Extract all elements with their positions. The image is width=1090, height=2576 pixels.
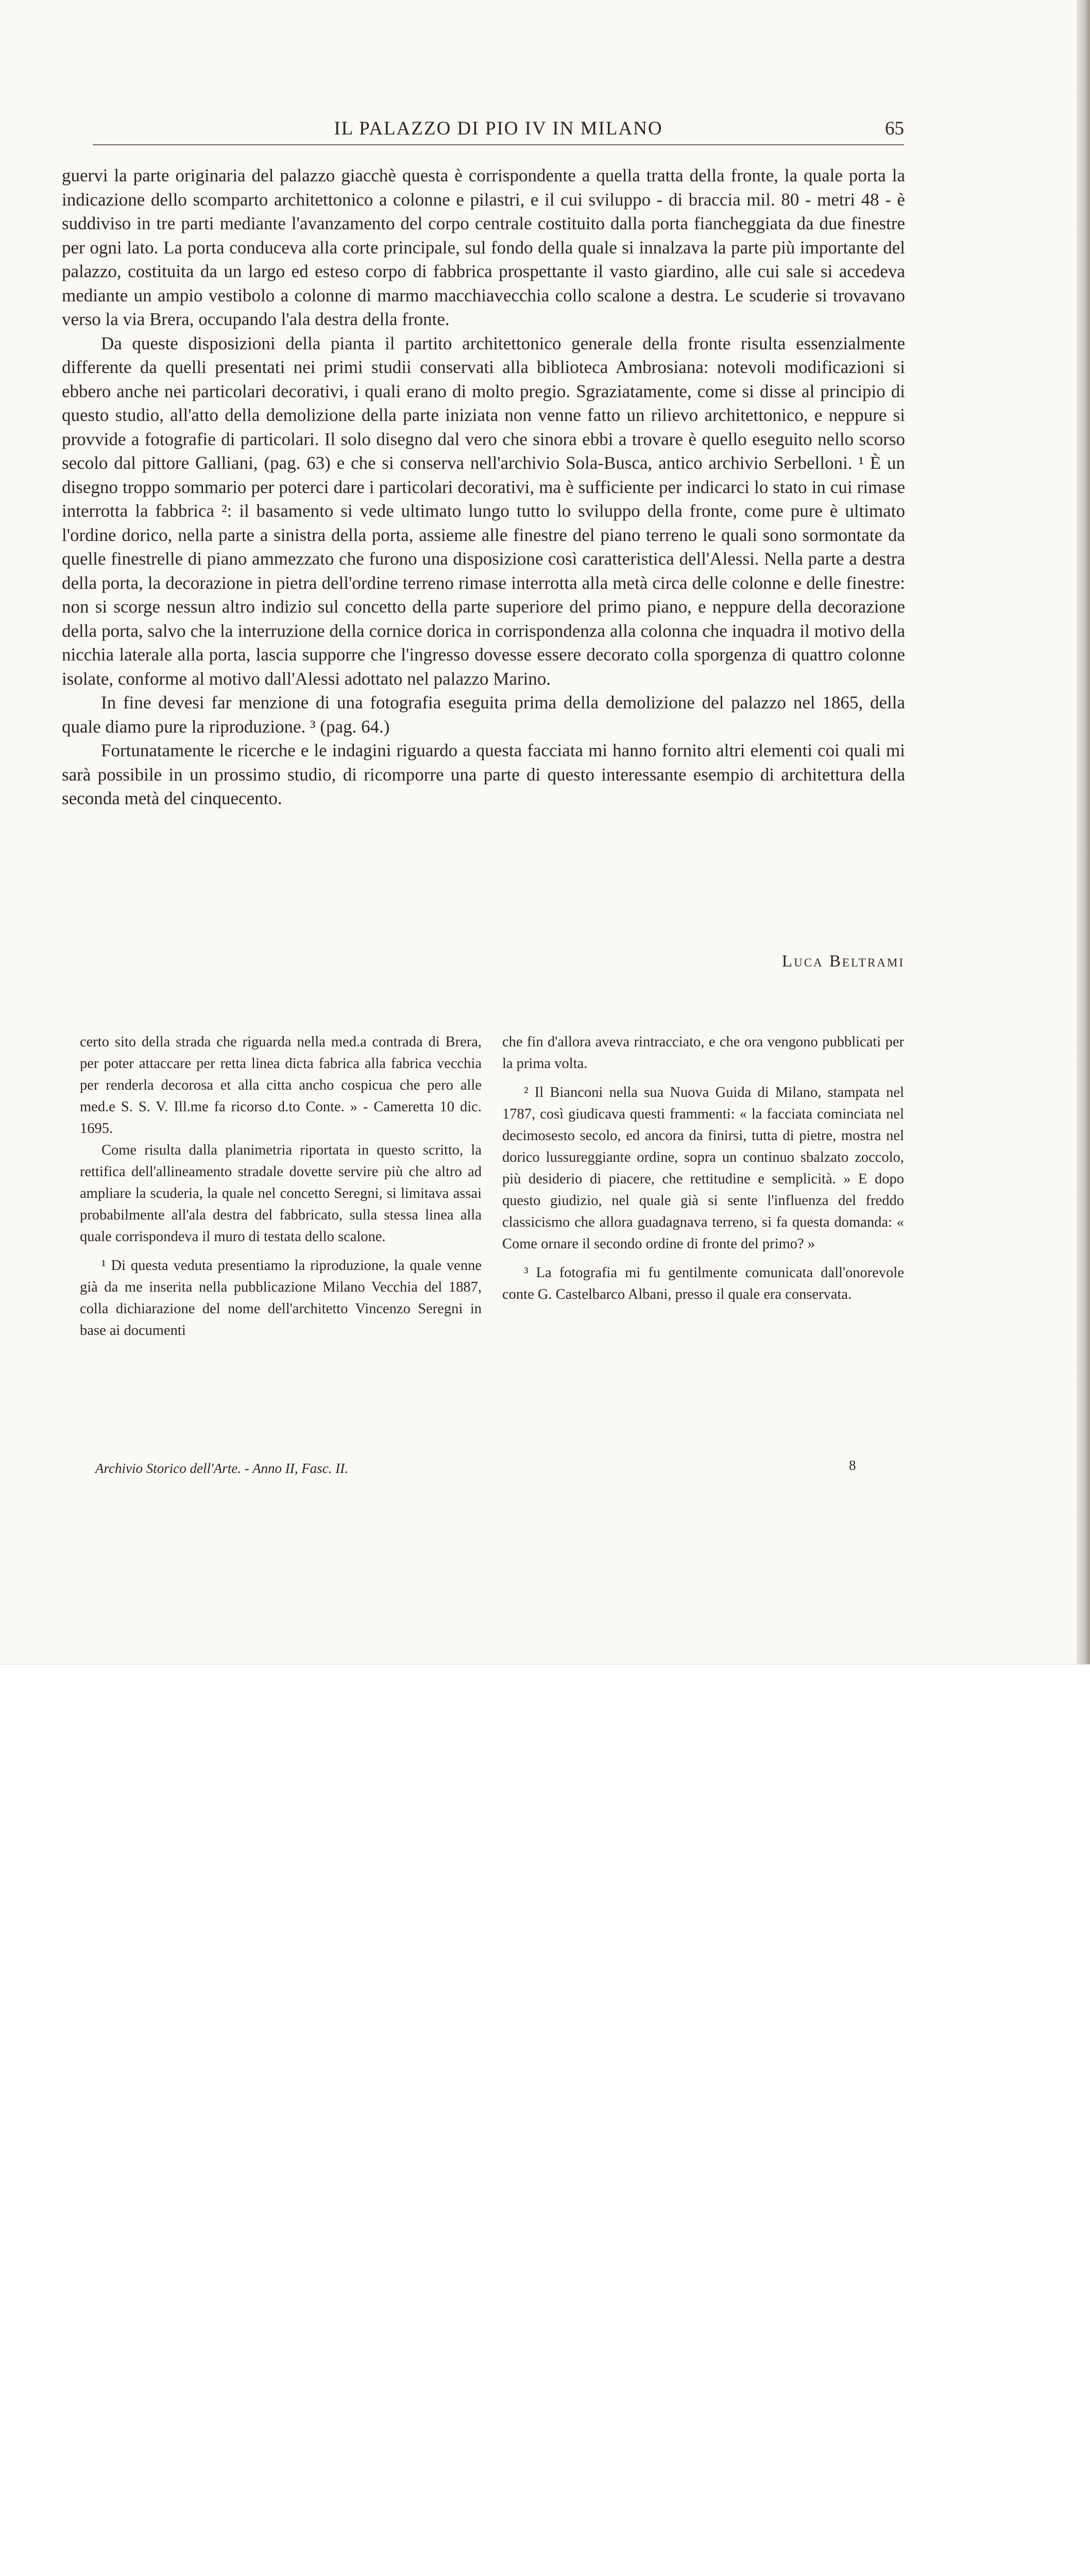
author-signature: Luca Beltrami — [781, 952, 905, 971]
footnotes-left-column — [80, 1031, 482, 1342]
running-title: IL PALAZZO DI PIO IV IN MILANO — [334, 118, 663, 139]
footnotes-right-column — [502, 1031, 904, 1306]
page-edge — [1077, 0, 1090, 1664]
footnote: certo sito della strada che riguarda nella med.a contrada di Brera, per poter attaccare per retta linea dicta fabrica alla fabrica vecchia per renderla decorosa et alla citta ancho cospicua che pero alle med.e S. S. V. Ill.me fa ricorso d.to Conte. » - Cameretta 10 dic. 1695. — [80, 1034, 482, 1137]
signature-mark: 8 — [849, 1458, 856, 1473]
footnote: ³ La fotografia mi fu gentilmente comunicata dall'onorevole conte G. Castelbarco Albani, presso il quale era conservata. — [502, 1265, 904, 1302]
footnote: Come risulta dalla planimetria riportata in questo scritto, la rettifica dell'allineamento stradale dovette servire più che altro ad ampliare la scuderia, la quale nel concetto Seregni, si limitava assai probabilmente all'ala destra del fabbricato, sulla stessa linea alla quale corrispondeva il muro di testata dello scalone. — [80, 1142, 482, 1245]
paragraph: Fortunatamente le ricerche e le indagini riguardo a questa facciata mi hanno fornito altri elementi coi quali mi sarà possibile in un prossimo studio, di ricomporre una parte di questo interessante esempio di architettura della seconda metà del cinquecento. — [62, 740, 905, 808]
paragraph: guervi la parte originaria del palazzo giacchè questa è corrispondente a quella tratta della fronte, la quale porta la indicazione dello scomparto architettonico a colonne e pilastri, e il cui sviluppo - di braccia mil. 80 - metri 48 - è suddiviso in tre parti mediante l'avanzamento del corpo centrale costituito dalla porta fiancheggiata da due finestre per ogni lato. La porta conduceva alla corte principale, sul fondo della quale si innalzava la parte più importante del palazzo, costituita da un largo ed esteso corpo di fabbrica prospettante il vasto giardino, alle cui sale si accedeva mediante un ampio vestibolo a colonne di marmo macchiavecchia collo scalone a destra. Le scuderie si trovavano verso la via Brera, occupando l'ala destra della fronte. — [62, 165, 905, 329]
library-bar — [0, 1664, 1090, 1743]
footnote: ² Il Bianconi nella sua Nuova Guida di Milano, stampata nel 1787, così giudicava questi frammenti: « la facciata cominciata nel decimosesto secolo, ed ancora da finirsi, tutta di pietre, mostra nel dorico lussureggiante ordine, sopra un continuo sbalzato zoccolo, più desiderio di piacere, che rettitudine e semplicità. » E dopo questo giudizio, nel quale già si sente l'influenza del freddo classicismo che allora guadagnava terreno, si fa questa domanda: « Come ornare il secondo ordine di fronte del primo? » — [502, 1084, 904, 1252]
footnote: ¹ Di questa veduta presentiamo la riproduzione, la quale venne già da me inserita nella pubblicazione Milano Vecchia del 1887, colla dichiarazione del nome dell'architetto Vincenzo Seregni in base ai documenti — [80, 1258, 482, 1338]
page-number: 65 — [885, 118, 904, 139]
page-header — [93, 117, 904, 143]
paragraph: Da queste disposizioni della pianta il partito architettonico generale della fronte risulta essenzialmente differente da quelli presentati nei primi studii conservati alla biblioteca Ambrosiana: notevoli modificazioni si ebbero anche nei particolari decorativi, i quali erano di molto pregio. Sgraziatamente, come si disse al principio di questo studio, all'atto della demolizione della parte iniziata non venne fatto un rilievo architettonico, e neppure si provvide a fotografie di particolari. Il solo disegno dal vero che sinora ebbi a trovare è quello eseguito nello scorso secolo dal pittore Galliani, (pag. 63) e che si conserva nell'archivio Sola-Busca, antico archivio Serbelloni. ¹ È un disegno troppo sommario per poterci dare i particolari decorativi, ma è sufficiente per indicarci lo stato in cui rimase interrotta la fabbrica ²: il basamento si vede ultimato lungo tutto lo sviluppo della fronte, come pure è ultimato l'ordine dorico, nella parte a sinistra della porta, assieme alle finestre del piano terreno le quali sono sormontate da quelle finestrelle di piano ammezzato che furono una disposizione così caratteristica dell'Alessi. Nella parte a destra della porta, la decorazione in pietra dell'ordine terreno rimase interrotta alla metà circa delle colonne e delle finestre: non si scorge nessun altro indizio sul concetto della parte superiore del primo piano, e neppure della decorazione della porta, salvo che la interruzione della cornice dorica in corrispondenza alla colonna che inquadra il motivo della nicchia laterale alla porta, lascia supporre che l'ingresso dovesse essere decorato colla sporgenza di quattro colonne isolate, conforme al motivo dall'Alessi adottato nel palazzo Marino. — [62, 333, 905, 689]
main-text — [62, 164, 905, 811]
header-rule — [93, 144, 904, 145]
footnote: che fin d'allora aveva rintracciato, e che ora vengono pubblicati per la prima volta. — [502, 1034, 904, 1072]
journal-footer: Archivio Storico dell'Arte. - Anno II, Fasc. II. — [95, 1461, 348, 1476]
paragraph: In fine devesi far menzione di una fotografia eseguita prima della demolizione del palazzo nel 1865, della quale diamo pure la riproduzione. ³ (pag. 64.) — [62, 692, 905, 737]
